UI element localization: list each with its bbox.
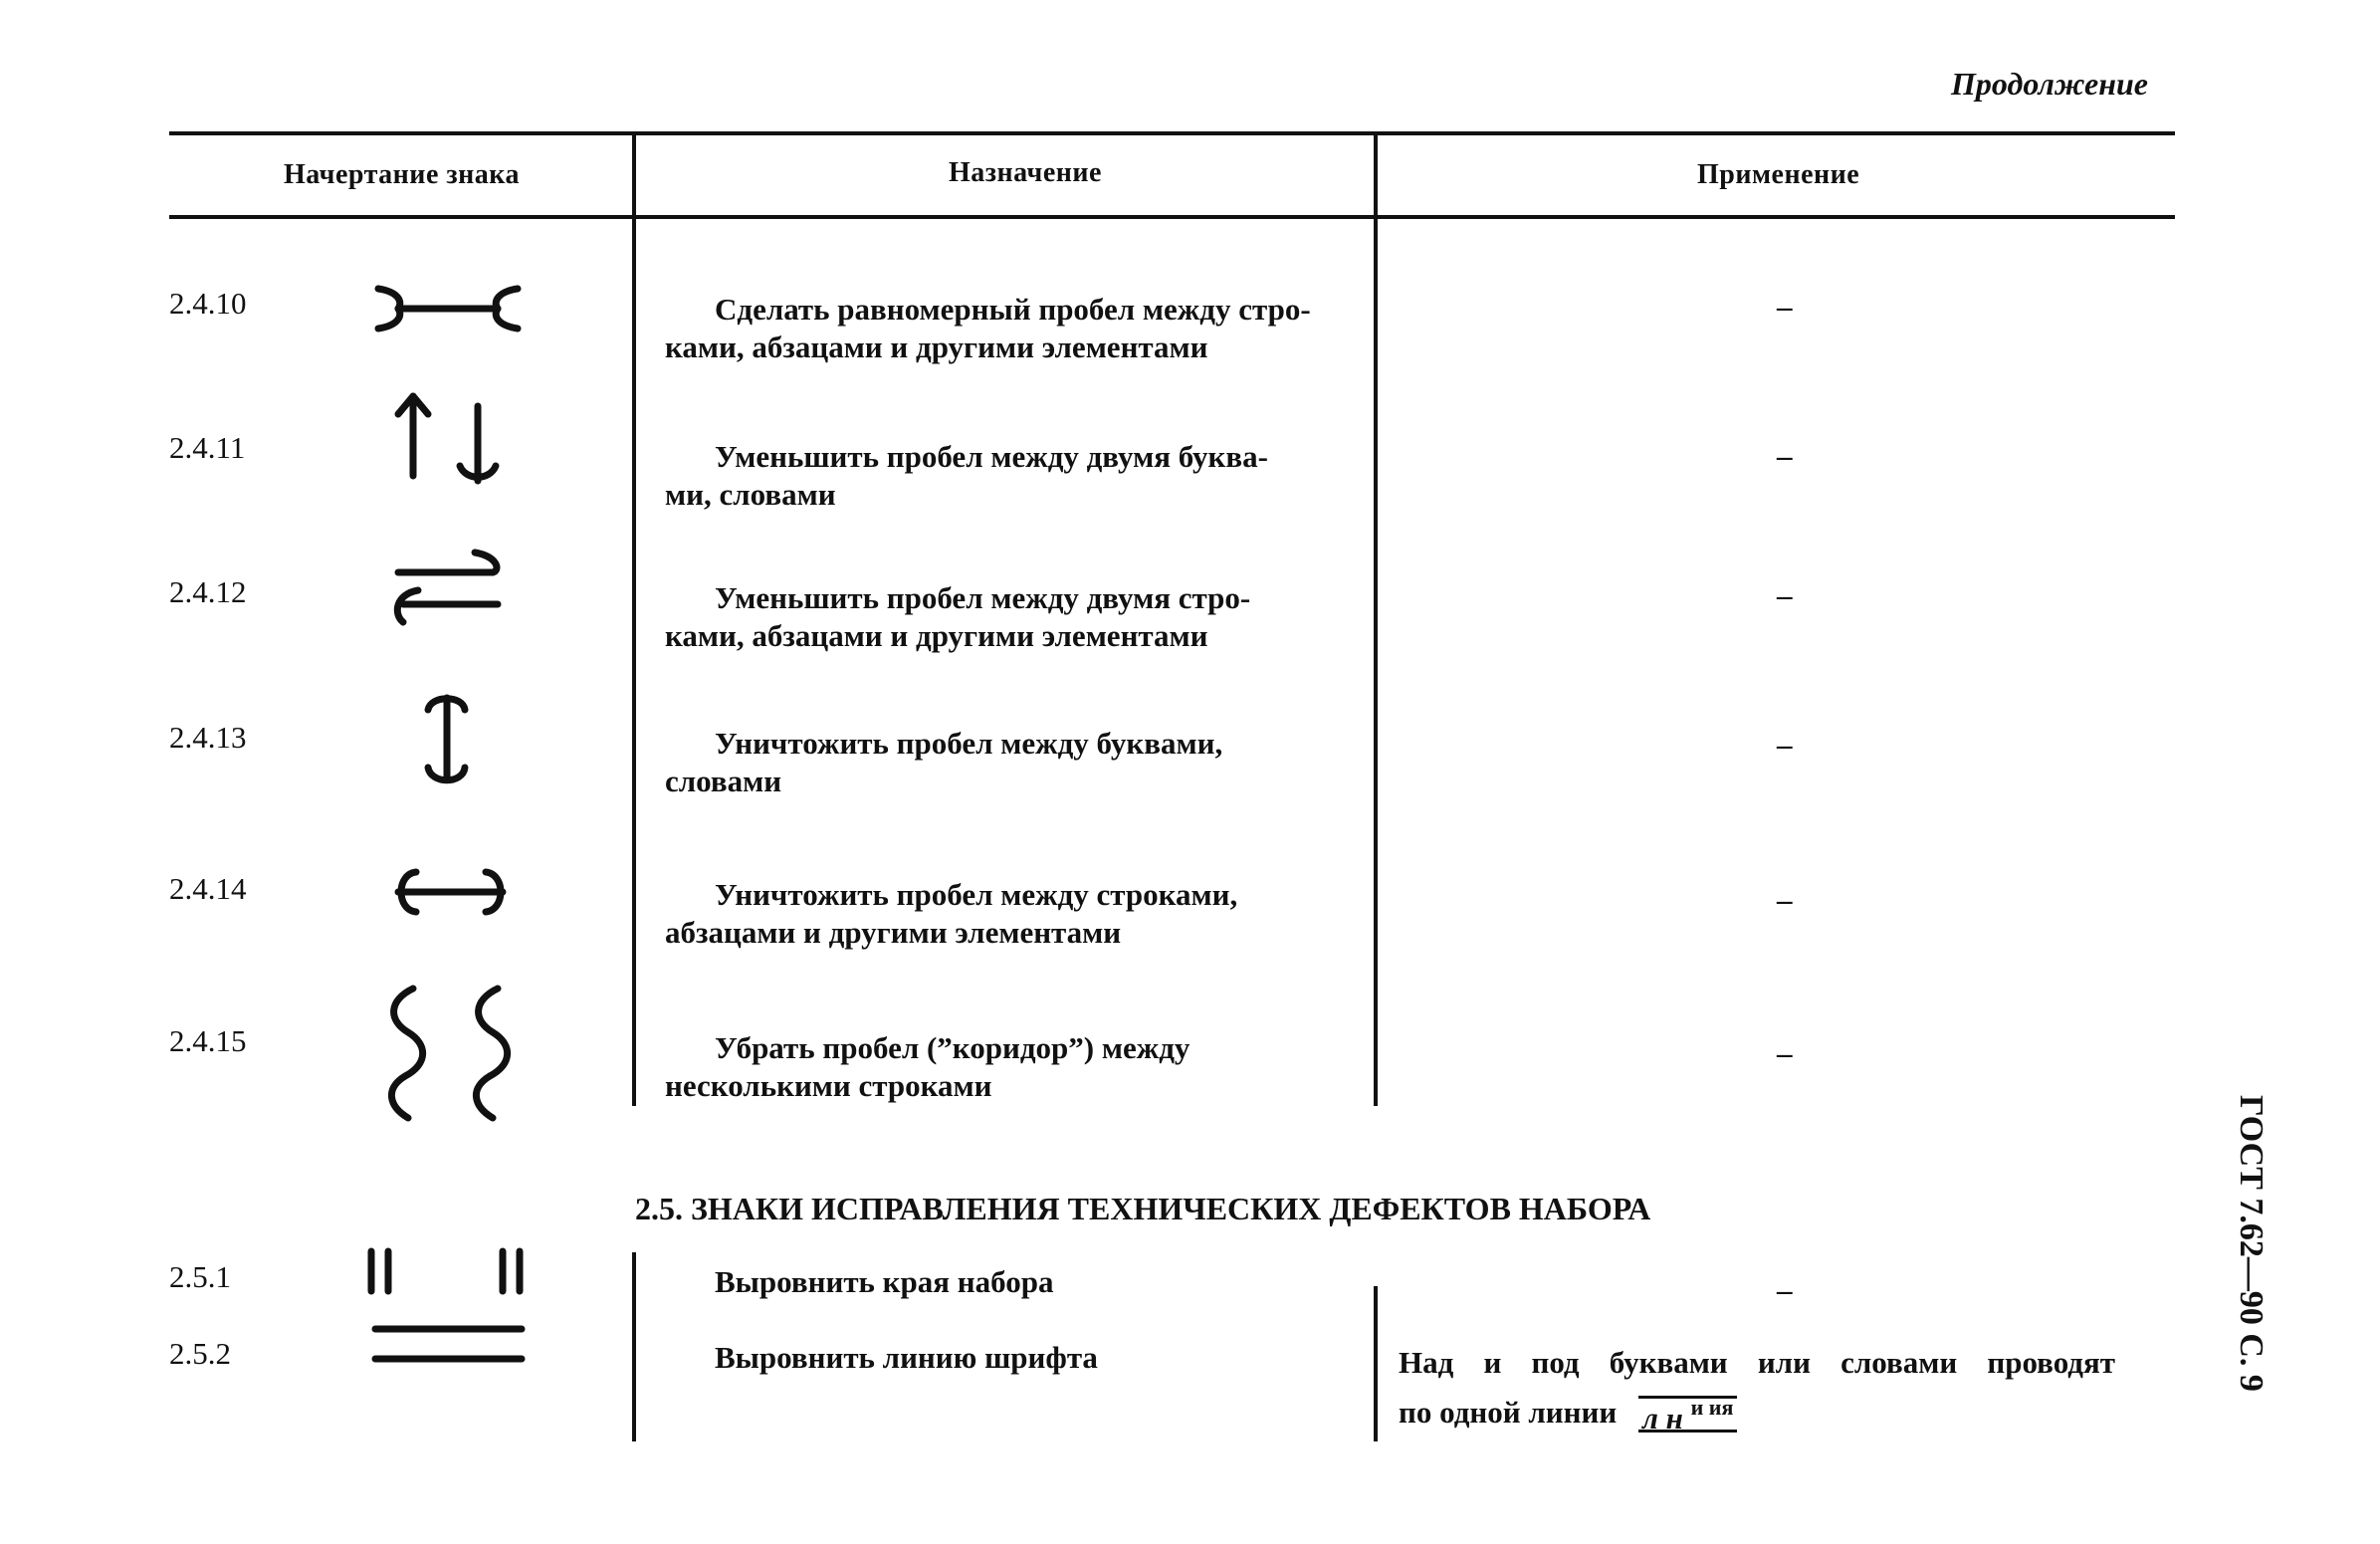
equal-spacing-icon — [368, 284, 528, 333]
header-application: Применение — [1697, 159, 1860, 190]
side-page-label: ГОСТ 7.62—90 С. 9 — [2233, 1095, 2270, 1392]
column-separator-2 — [1374, 135, 1378, 1106]
section-title: 2.5. ЗНАКИ ИСПРАВЛЕНИЯ ТЕХНИЧЕСКИХ ДЕФЕКТОВ НАБОРА — [635, 1191, 1651, 1226]
header-purpose: Назначение — [949, 157, 1102, 188]
row-description: Уменьшить пробел между двумя буква- ми, словами — [665, 439, 1268, 512]
row-application: – — [1777, 289, 1793, 324]
section-separator-right — [1374, 1286, 1378, 1441]
vertical-double-hook-icon — [413, 690, 483, 789]
row-description: Убрать пробел (”коридор”) между несколькими строками — [665, 1030, 1190, 1103]
row-application: – — [1777, 1272, 1793, 1307]
horizontal-double-hook-icon — [388, 864, 518, 920]
row-number: 2.5.2 — [169, 1336, 231, 1371]
row-description: Уменьшить пробел между двумя стро- ками, абзацами и другими элементами — [665, 580, 1251, 653]
row-description: Уничтожить пробел между буквами, словами — [665, 726, 1223, 798]
row-number: 2.4.12 — [169, 574, 247, 609]
row-description: Уничтожить пробел между строками, абзацами и другими элементами — [665, 877, 1238, 950]
example-marked-text: л н $^{и ия}$ — [1638, 1396, 1737, 1433]
row-number: 2.4.10 — [169, 286, 247, 321]
row-application: – — [1777, 1035, 1793, 1070]
row-number: 2.4.13 — [169, 720, 247, 755]
row-description: Выровнить линию шрифта — [715, 1340, 1098, 1375]
row-application: – — [1777, 438, 1793, 473]
row-number: 2.4.15 — [169, 1023, 247, 1058]
section-separator-left — [632, 1252, 636, 1441]
continuation-label: Продолжение — [1951, 66, 2148, 102]
row-application: – — [1777, 577, 1793, 612]
align-edges-icon — [363, 1246, 533, 1296]
row-application: – — [1777, 727, 1793, 762]
column-separator-1 — [632, 135, 636, 1106]
row-application: – — [1777, 882, 1793, 917]
row-number: 2.4.11 — [169, 430, 246, 465]
double-horizontal-lines-icon — [370, 1319, 530, 1369]
wavy-lines-icon — [383, 981, 523, 1125]
up-down-arrows-icon — [388, 386, 518, 496]
row-number: 2.5.1 — [169, 1259, 231, 1294]
header-symbol: Начертание знака — [284, 159, 520, 190]
row-number: 2.4.14 — [169, 871, 247, 906]
row-description: Выровнить края набора — [715, 1264, 1054, 1299]
row-application-text: Над и под буквами или словами проводят по одной линии л н $^{и ия}$ — [1399, 1345, 2115, 1435]
table-top-rule — [169, 131, 2175, 135]
table-header-bottom-rule — [169, 215, 2175, 219]
opposite-horizontal-arrows-icon — [383, 543, 513, 632]
row-description: Сделать равномерный пробел между стро- ками, абзацами и другими элементами — [665, 292, 1311, 364]
